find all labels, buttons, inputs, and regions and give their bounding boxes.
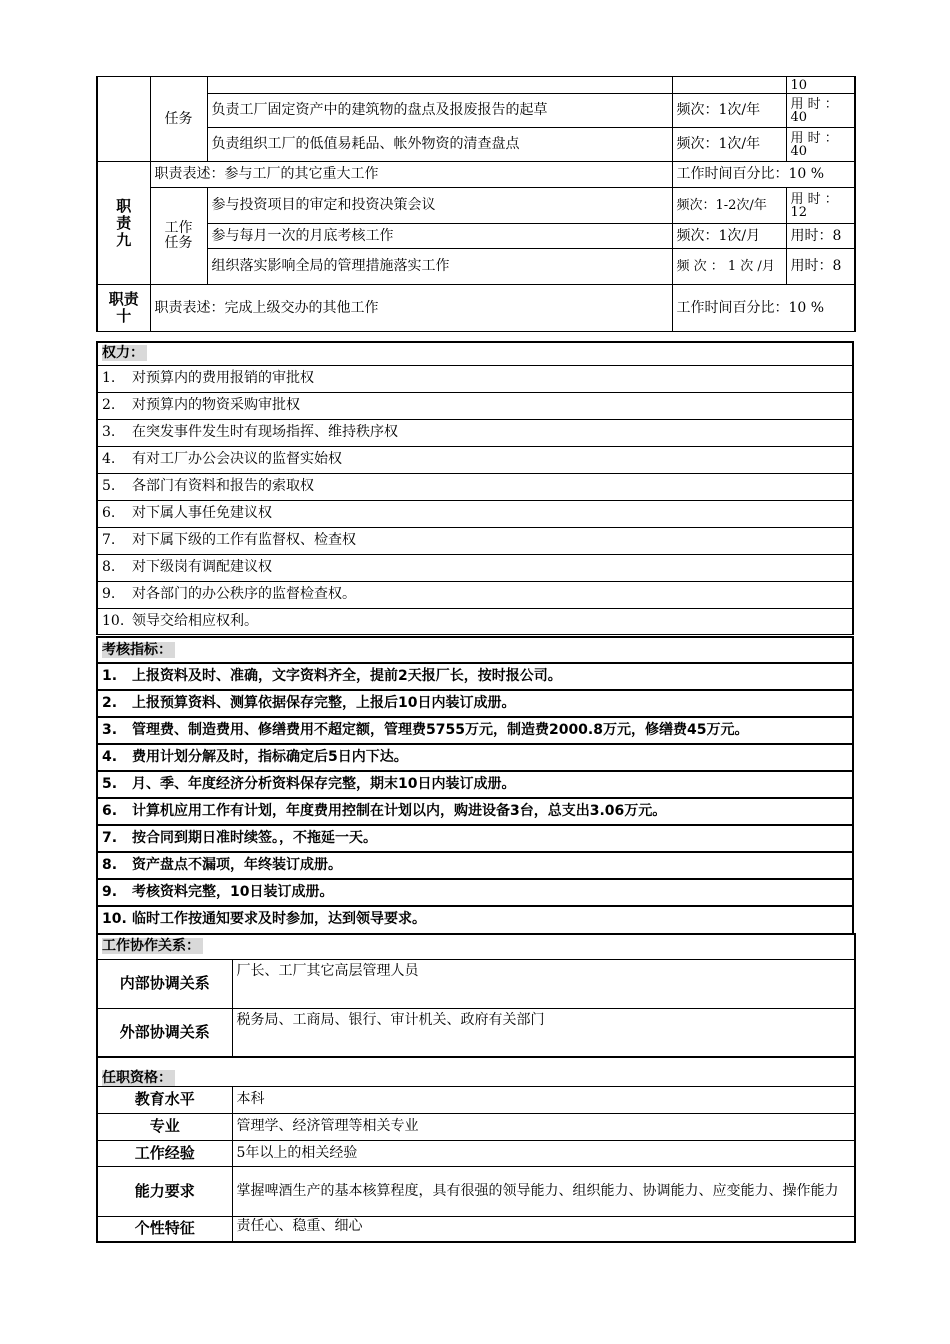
task-time-1: 用 时 ：40 xyxy=(786,94,855,128)
internal-relation-value: 厂长、工厂其它高层管理人员 xyxy=(232,959,855,1008)
personality-value: 责任心、稳重、细心 xyxy=(232,1216,855,1242)
education-label: 教育水平 xyxy=(97,1086,232,1113)
authority-item: 9. 对各部门的办公秩序的监督检查权。 xyxy=(97,581,853,608)
duty9-task-time-0: 用 时 ：12 xyxy=(786,188,855,224)
duty9-task-label: 工作任务 xyxy=(150,188,207,285)
duty9-task-time-2: 用时：8 xyxy=(786,249,855,285)
authority-item: 2. 对预算内的物资采购审批权 xyxy=(97,392,853,419)
task-label: 任务 xyxy=(150,77,207,162)
task-desc-1: 负责工厂固定资产中的建筑物的盘点及报废报告的起草 xyxy=(207,94,672,128)
kpi-item: 1. 上报资料及时、准确，文字资料齐全，提前2天报厂长，按时报公司。 xyxy=(97,663,853,690)
kpi-item: 9. 考核资料完整，10日装订成册。 xyxy=(97,879,853,906)
ability-label: 能力要求 xyxy=(97,1166,232,1216)
kpi-table xyxy=(96,636,854,934)
education-value: 本科 xyxy=(232,1086,855,1113)
task-time-2: 用 时 ：40 xyxy=(786,128,855,162)
kpi-item: 7. 按合同到期日准时续签。，不拖延一天。 xyxy=(97,825,853,852)
kpi-title: 考核指标： xyxy=(97,637,853,663)
duty9-task-time-1: 用时：8 xyxy=(786,224,855,249)
authority-title: 权力： xyxy=(97,342,853,365)
authority-table xyxy=(96,341,854,635)
duty9-task-freq-0: 频次：1-2次/年 xyxy=(672,188,786,224)
duty9-task-desc-1: 参与每月一次的月底考核工作 xyxy=(207,224,672,249)
personality-label: 个性特征 xyxy=(97,1216,232,1242)
relations-table xyxy=(96,933,856,1058)
relations-title: 工作协作关系： xyxy=(97,934,855,959)
task-time-0: 10 xyxy=(786,77,855,94)
task-desc-2: 负责组织工厂的低值易耗品、帐外物资的清查盘点 xyxy=(207,128,672,162)
authority-item: 5. 各部门有资料和报告的索取权 xyxy=(97,473,853,500)
duties-table xyxy=(96,76,856,332)
duty9-percent: 工作时间百分比：10 % xyxy=(672,162,855,188)
duty10-label: 职责十 xyxy=(97,285,150,332)
task-freq-1: 频次：1次/年 xyxy=(672,94,786,128)
authority-item: 3. 在突发事件发生时有现场指挥、维持秩序权 xyxy=(97,419,853,446)
authority-item: 6. 对下属人事任免建议权 xyxy=(97,500,853,527)
duty10-statement: 职责表述：完成上级交办的其他工作 xyxy=(150,285,672,332)
duty9-task-desc-0: 参与投资项目的审定和投资决策会议 xyxy=(207,188,672,224)
external-relation-value: 税务局、工商局、银行、审计机关、政府有关部门 xyxy=(232,1008,855,1057)
external-relation-label: 外部协调关系 xyxy=(97,1008,232,1057)
task-freq-0 xyxy=(672,77,786,94)
authority-item: 7. 对下属下级的工作有监督权、检查权 xyxy=(97,527,853,554)
authority-item: 4. 有对工厂办公会决议的监督实始权 xyxy=(97,446,853,473)
kpi-item: 2. 上报预算资料、测算依据保存完整，上报后10日内装订成册。 xyxy=(97,690,853,717)
duty9-label: 职责九 xyxy=(97,162,150,285)
kpi-item: 10. 临时工作按通知要求及时参加，达到领导要求。 xyxy=(97,906,853,933)
internal-relation-label: 内部协调关系 xyxy=(97,959,232,1008)
kpi-item: 4. 费用计划分解及时，指标确定后5日内下达。 xyxy=(97,744,853,771)
task-desc-0 xyxy=(207,77,672,94)
qualifications-table xyxy=(96,1056,856,1243)
duty9-task-desc-2: 组织落实影响全局的管理措施落实工作 xyxy=(207,249,672,285)
duty10-percent: 工作时间百分比：10 % xyxy=(672,285,855,332)
duty9-task-freq-1: 频次：1次/月 xyxy=(672,224,786,249)
task-freq-2: 频次：1次/年 xyxy=(672,128,786,162)
experience-value: 5年以上的相关经验 xyxy=(232,1140,855,1166)
kpi-item: 6. 计算机应用工作有计划，年度费用控制在计划以内，购进设备3台，总支出3.06万元。 xyxy=(97,798,853,825)
authority-item: 8. 对下级岗有调配建议权 xyxy=(97,554,853,581)
kpi-item: 8. 资产盘点不漏项，年终装订成册。 xyxy=(97,852,853,879)
ability-value: 掌握啤酒生产的基本核算程度，具有很强的领导能力、组织能力、协调能力、应变能力、操作能力 xyxy=(232,1166,855,1216)
qualifications-title: 任职资格： xyxy=(97,1057,855,1086)
duty9-task-freq-2: 频 次 ： 1 次 /月 xyxy=(672,249,786,285)
experience-label: 工作经验 xyxy=(97,1140,232,1166)
authority-item: 10. 领导交给相应权利。 xyxy=(97,608,853,634)
kpi-item: 3. 管理费、制造费用、修缮费用不超定额，管理费5755万元，制造费2000.8万元，修缮费45万元。 xyxy=(97,717,853,744)
duty9-statement: 职责表述：参与工厂的其它重大工作 xyxy=(150,162,672,188)
authority-item: 1. 对预算内的费用报销的审批权 xyxy=(97,365,853,392)
kpi-item: 5. 月、季、年度经济分析资料保存完整，期末10日内装订成册。 xyxy=(97,771,853,798)
major-value: 管理学、经济管理等相关专业 xyxy=(232,1113,855,1140)
major-label: 专业 xyxy=(97,1113,232,1140)
duty-blank-label xyxy=(97,77,150,162)
